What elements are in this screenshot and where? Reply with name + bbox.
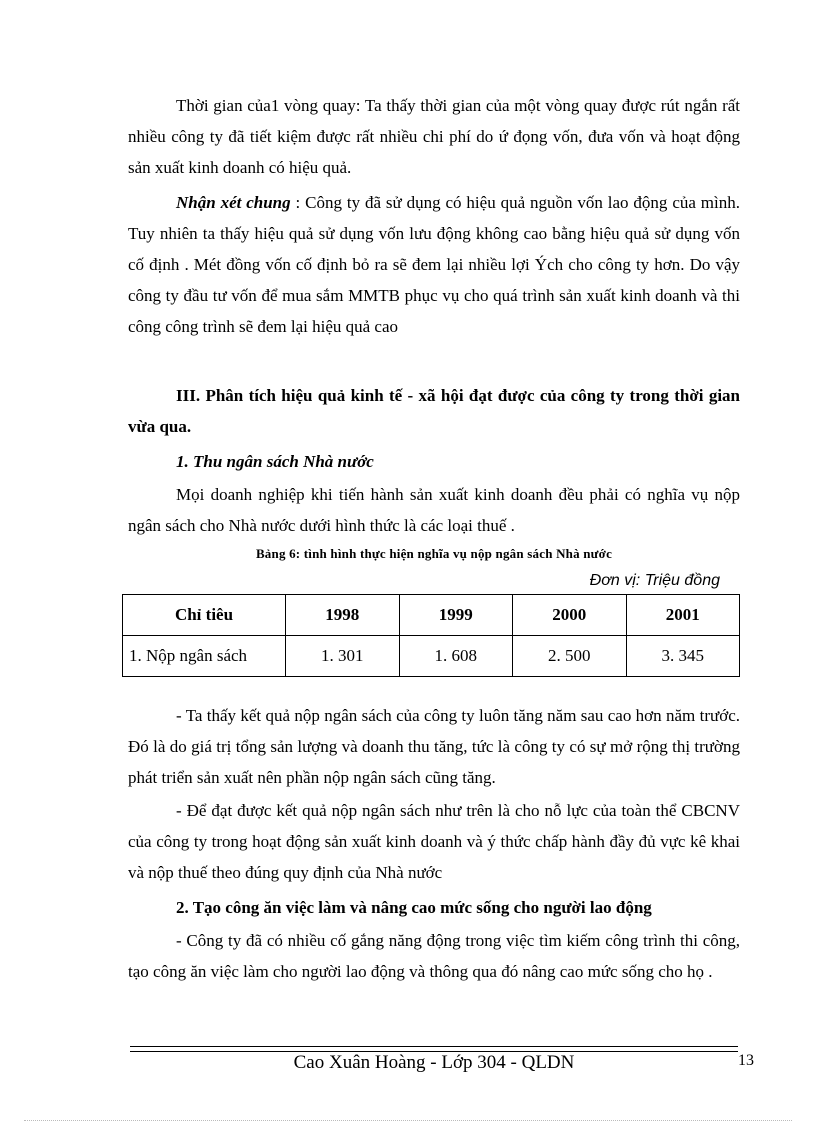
header-2000: 2000	[513, 595, 627, 636]
footer-author: Cao Xuân Hoàng - Lớp 304 - QLDN	[293, 1052, 575, 1073]
table-caption: Bảng 6: tình hình thực hiện nghĩa vụ nộp ngân sách Nhà nước	[255, 546, 613, 561]
header-indicator: Chỉ tiêu	[123, 595, 286, 636]
subheading-employment: 2. Tạo công ăn việc làm và nâng cao mức sống cho người lao động	[176, 898, 652, 917]
table-unit: Đơn vị: Triệu đồng	[589, 572, 720, 589]
paragraph-employment: - Công ty đã có nhiều cố gắng năng động trong việc tìm kiếm công trình thi công, tạo công ăn việc làm cho người lao động và thông qua đó nâng cao mức sống cho họ .	[128, 931, 740, 981]
section-heading-iii: III. Phân tích hiệu quả kinh tế - xã hội đạt được của công ty trong thời gian vừa qua.	[128, 386, 740, 436]
cell-2000: 2. 500	[513, 636, 627, 677]
page-edge-divider	[24, 1120, 792, 1121]
cell-2001: 3. 345	[626, 636, 740, 677]
cell-1998: 1. 301	[286, 636, 400, 677]
paragraph-turnover-time: Thời gian của1 vòng quay: Ta thấy thời gian của một vòng quay được rút ngắn rất nhiều công ty đã tiết kiệm được rất nhiều chi phí do ứ đọng vốn, đưa vốn và hoạt động sản xuất kinh doanh có hiệu quả.	[128, 96, 740, 177]
paragraph-budget-effort: - Để đạt được kết quả nộp ngân sách như trên là cho nỗ lực của toàn thể CBCNV của công ty trong hoạt động sản xuất kinh doanh và ý thức chấp hành đầy đủ vực kê khai và nộp thuế theo đúng quy định của Nhà nước	[128, 801, 740, 882]
header-1999: 1999	[399, 595, 513, 636]
cell-1999: 1. 608	[399, 636, 513, 677]
paragraph-general-remarks	[128, 187, 740, 342]
paragraph-budget-intro: Mọi doanh nghiệp khi tiến hành sản xuất kinh doanh đều phải có nghĩa vụ nộp ngân sách cho Nhà nước dưới hình thức là các loại thuế .	[128, 485, 740, 535]
paragraph-budget-trend: - Ta thấy kết quả nộp ngân sách của công ty luôn tăng năm sau cao hơn năm trước. Đó là do giá trị tổng sản lượng và doanh thu tăng, tức là công ty có sự mở rộng thị trường phát triển sản xuất nên phần nộp ngân sách cũng tăng.	[128, 706, 740, 787]
header-1998: 1998	[286, 595, 400, 636]
row-label-budget: 1. Nộp ngân sách	[123, 636, 286, 677]
page-number: 13	[738, 1052, 754, 1069]
general-remarks-label: Nhận xét chung	[176, 193, 291, 212]
budget-table	[122, 594, 740, 677]
table-header-row	[123, 595, 740, 636]
table-row	[123, 636, 740, 677]
general-remarks-text: : Công ty đã sử dụng có hiệu quả nguồn vốn lao động của mình. Tuy nhiên ta thấy hiệu quả sử dụng vốn lưu động không cao bằng hiệu quả sử dụng vốn cố định . Mét đồng vốn cố định bỏ ra sẽ đem lại nhiều lợi Ých cho công ty hơn. Do vậy công ty đầu tư vốn để mua sắm MMTB phục vụ cho quá trình sản xuất kinh doanh và thi công công trình sẽ đem lại hiệu quả cao	[128, 193, 740, 336]
header-2001: 2001	[626, 595, 740, 636]
subheading-budget: 1. Thu ngân sách Nhà nước	[176, 452, 374, 471]
